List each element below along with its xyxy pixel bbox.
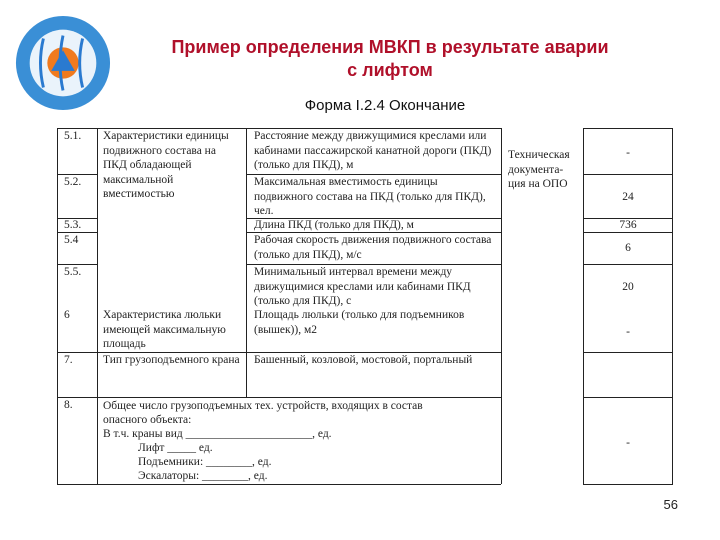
value: 6 xyxy=(625,242,631,254)
param-text: Расстояние между движущимися креслами или кабинами пассажирской канатной дороги (ПКД) (только для ПКД), м xyxy=(254,130,492,171)
row-num: 5.5. xyxy=(64,266,82,278)
row8-line: Общее число грузоподъемных тех. устройств, входящих в состав xyxy=(103,400,423,412)
row8-line: опасного объекта: xyxy=(103,414,192,426)
value: 20 xyxy=(622,281,634,293)
row-num: 5.3. xyxy=(64,219,82,231)
mchs-logo xyxy=(14,14,112,112)
row8-line: Лифт _____ ед. xyxy=(138,442,213,454)
value: 736 xyxy=(619,219,637,231)
param-text: Длина ПКД (только для ПКД), м xyxy=(254,219,414,231)
group-label: Тип грузоподъемного крана xyxy=(103,354,240,366)
row8-line: Подъемники: ________, ед. xyxy=(138,456,272,468)
param-text: Минимальный интервал времени между движущимися креслами или кабинами ПКД (только для ПКД), с xyxy=(254,266,471,307)
row8-line: Эскалаторы: ________, ед. xyxy=(138,470,268,482)
row-num: 6 xyxy=(64,309,70,321)
value: - xyxy=(626,437,630,449)
row-num: 8. xyxy=(64,399,73,411)
param-text: Максимальная вместимость единицы подвижного состава на ПКД (только для ПКД), чел. xyxy=(254,176,486,217)
row-num: 5.1. xyxy=(64,130,82,142)
param-text: Рабочая скорость движения подвижного состава (только для ПКД), м/с xyxy=(254,234,492,261)
row8-line: В т.ч. краны вид ______________________, ед. xyxy=(103,428,332,440)
source-label: Техническая документа-ция на ОПО xyxy=(508,149,570,190)
param-text: Башенный, козловой, мостовой, портальный xyxy=(254,354,473,366)
row-num: 5.2. xyxy=(64,176,82,188)
param-text: Площадь люльки (только для подъемников (вышек)), м2 xyxy=(254,309,465,336)
slide-title-line1: Пример определения МВКП в результате аварии xyxy=(171,37,609,57)
form-label: Форма I.2.4 Окончание xyxy=(304,97,466,114)
value: 24 xyxy=(622,191,634,203)
value: - xyxy=(626,326,630,338)
group-label: Характеристика люльки имеющей максимальную площадь xyxy=(103,309,226,350)
value: - xyxy=(626,147,630,159)
group-label: Характеристики единицы подвижного состава на ПКД обладающей максимальной вместимостью xyxy=(103,130,229,200)
slide-title-line2: с лифтом xyxy=(347,60,433,80)
row-num: 7. xyxy=(64,354,73,366)
row-num: 5.4 xyxy=(64,234,79,246)
page-number: 56 xyxy=(663,497,678,512)
